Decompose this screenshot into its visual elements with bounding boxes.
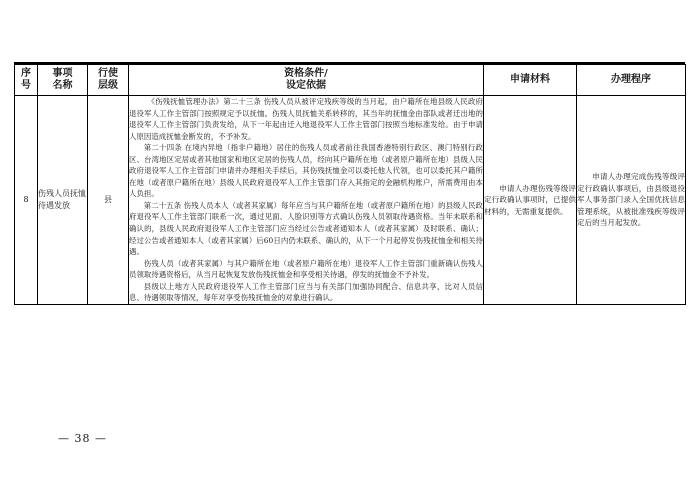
header-materials: 申请材料 <box>484 65 577 96</box>
row-level: 县 <box>88 96 129 305</box>
condition-paragraph: 县级以上地方人民政府退役军人工作主管部门应当与有关部门加强协同配合、信息共享，比对人员信息、待遇领取等情况，每年对享受伤残抚恤金的对象进行确认。 <box>129 281 483 303</box>
row-procedure <box>577 96 686 305</box>
page-number: — 38 — <box>58 432 107 445</box>
header-conditions: 资格条件/ 设定依据 <box>129 65 484 96</box>
row-materials <box>484 96 577 305</box>
header-row <box>15 65 686 96</box>
condition-paragraph: 《伤残抚恤管理办法》第二十三条 伤残人员从被评定残疾等级的当月起，由户籍所在地县级人民政府退役军人工作主管部门按照规定予以抚恤。伤残人员抚恤关系转移的，其当年的抚恤金由部队或者迁出地的退役军人工作主管部门负责发给，从下一年起由迁入地退役军人工作主管部门按照当地标准发给。由于申请人原因造成抚恤金断发的，不予补发。 <box>129 97 483 141</box>
table-row <box>15 96 686 305</box>
condition-paragraph: 伤残人员（或者其家属）与其户籍所在地（或者原户籍所在地）退役军人工作主管部门重新确认伤残人员领取待遇资格后，从当月起恢复发放伤残抚恤金和享受相关待遇，停发的抚恤金不予补发。 <box>129 258 483 280</box>
materials-text: 申请人办理伤残等级评定行政确认事项时，已提供材料的，无需重复提供。 <box>484 183 576 216</box>
header-seq: 序 号 <box>15 65 38 96</box>
header-procedure: 办理程序 <box>577 65 686 96</box>
row-seq: 8 <box>15 96 38 305</box>
header-level: 行使 层级 <box>88 65 129 96</box>
condition-paragraph: 第二十五条 伤残人员本人（或者其家属）每年应当与其户籍所在地（或者原户籍所在地）的县级人民政府退役军人工作主管部门联系一次，通过见面、人脸识别等方式确认伤残人员领取待遇资格。当年未联系和确认的，县级人民政府退役军人工作主管部门应当经过公告或者通知本人（或者其家属）及时联系、确认；经过公告或者通知本人（或者其家属）后60日内仍未联系、确认的，从下一个月起停发伤残抚恤金和相关待遇。 <box>129 200 483 257</box>
row-item-name: 伤残人员抚恤待遇发放 <box>38 96 88 305</box>
row-conditions <box>129 96 484 305</box>
condition-paragraph: 第二十四条 在境内异地（指非户籍地）居住的伤残人员或者前往我国香港特别行政区、澳门特别行政区、台湾地区定居或者其他国家和地区定居的伤残人员，经向其户籍所在地（或者原户籍所在地）县级人民政府退役军人工作主管部门申请并办理相关手续后，其伤残抚恤金可以委托他人代领，也可以委托其户籍所在地（或者原户籍所在地）县级人民政府退役军人工作主管部门存入其指定的金融机构账户，所需费用由本人负担。 <box>129 143 483 199</box>
header-item-name: 事项 名称 <box>38 65 88 96</box>
procedure-text: 申请人办理完成伤残等级评定行政确认事项后，由县级退役军人事务部门录入全国优抚信息管理系统，从被批准残疾等级评定后的当月起发放。 <box>577 171 685 228</box>
service-table <box>14 64 686 305</box>
